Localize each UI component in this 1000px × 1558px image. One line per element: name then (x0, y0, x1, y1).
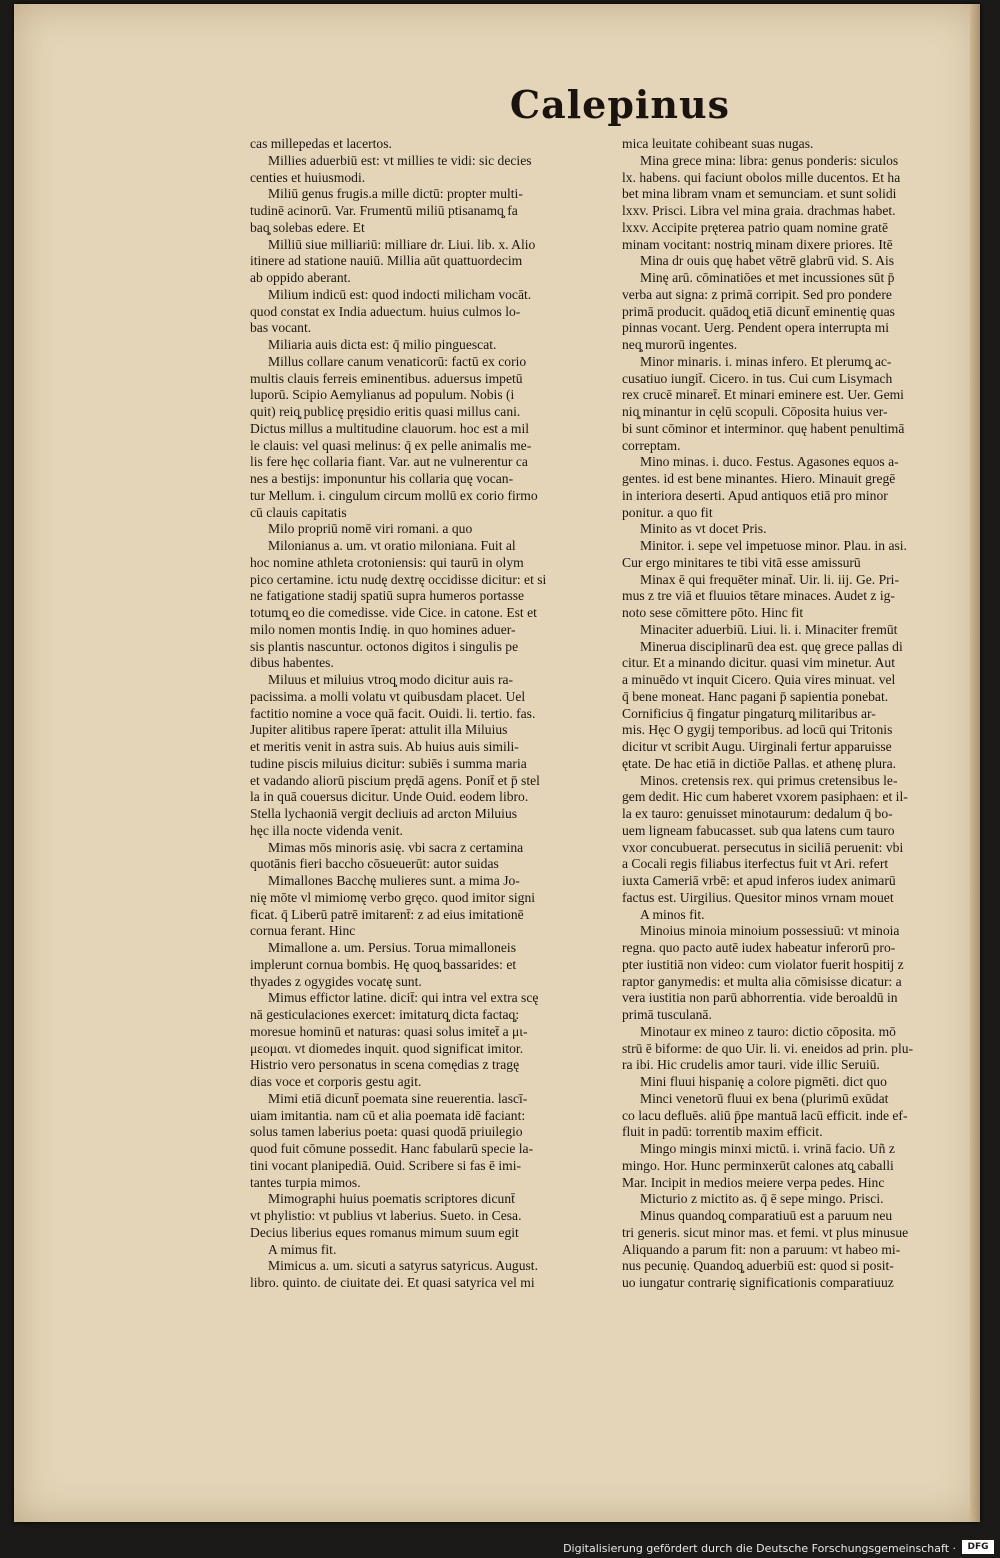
text-line: Minotaur ex mineo z tauro: dictio cōposita. mō (640, 1023, 896, 1039)
text-line: Mimallone a. um. Persius. Torua mimalloneis (268, 940, 516, 955)
text-line: Minito as vt docet Pris. (640, 521, 767, 537)
text-line: Mimas mōs minoris asię. vbi sacra z certamina (268, 839, 524, 855)
text-line: Cur ergo minitares te tibi vitā esse amissurū (622, 554, 861, 570)
running-title: Calepinus (509, 82, 730, 127)
text-line: Milo propriū nomē viri romani. a quo (268, 521, 473, 537)
text-line: sis plantis nascuntur. octonos digitos i singulis pe (250, 638, 519, 654)
text-line: nes a bestijs: imponuntur his collaria quę vocan- (250, 471, 514, 486)
text-line: Mina grece mina: libra: genus ponderis: siculos (640, 152, 899, 168)
text-line: centies et huiusmodi. (250, 169, 366, 185)
text-line: et meritis venit in astra suis. Ab huius auis simili- (250, 739, 519, 754)
text-line: itinere ad statione nauiū. Millia aūt quattuordecim (250, 253, 523, 269)
book-page (14, 4, 980, 1522)
text-line: nię mōte vl mimiomę verbo gręco. quod imitor signi (250, 889, 536, 905)
text-line: vera iustitia non parū abhorrentia. vide beroaldū in (622, 990, 898, 1006)
text-line: Millies aduerbiū est: vt millies te vidi: sic decies (268, 152, 532, 168)
text-line: Mini fluui hispanię a colore pigmēti. dict quo (640, 1074, 887, 1089)
text-line: a minuēdo vt inquit Cicero. Quia vires minuat. vel (622, 672, 896, 687)
text-line: lis fere hęc collaria fiant. Var. aut ne vulnerentur ca (250, 454, 528, 470)
text-line: Minitor. i. sepe vel impetuose minor. Plau. in asi. (640, 538, 907, 553)
text-line: Milliū siue milliariū: milliare dr. Liui. lib. x. Alio (268, 236, 536, 252)
text-line: minam vocitant: nostriq̧ minam dixere priores. Itē (622, 236, 893, 252)
text-line: Aliquando a parum fit: non a paruum: vt habeo mi- (622, 1241, 901, 1257)
text-line: pter iustitiā non video: cum violator fuerit hospitij z (622, 956, 904, 972)
dfg-logo: DFG (962, 1540, 994, 1554)
text-line: Minax ē qui frequēter minat̄. Uir. li. iij. Ge. Pri- (640, 571, 899, 587)
text-line: Mimographi huius poematis scriptores dicunt̄ (268, 1191, 515, 1207)
text-line: Cornificius q̄ fingatur pingaturq̧ militaribus ar- (622, 705, 876, 721)
text-line: strū ē biforme: de quo Uir. li. vi. eneidos ad prin. plu- (622, 1040, 914, 1056)
text-line: Stella lychaoniā vergit decliuis ad arcton Miluius (250, 806, 518, 821)
text-line: neq̧ murorū ingentes. (622, 337, 738, 352)
text-line: gentes. id est bene minantes. Hiero. Minauit gregē (622, 471, 896, 486)
left-column (250, 136, 612, 1292)
text-line: tudine piscis miluius dicitur: subiēs i summa maria (250, 755, 527, 771)
text-line: thyades z ogygides vocatę sunt. (250, 973, 422, 989)
text-line: co lacu defluēs. aliū p̄pe mantuā lacū efficit. inde ef- (622, 1107, 908, 1123)
text-line: cusatiuo iungit̄. Cicero. in tus. Cui cum Lisymach (622, 370, 893, 386)
text-line: vxor concubuerat. persecutus in siciliā peruenit: vbi (622, 839, 904, 855)
text-line: totumq̧ eo die comedisse. vide Cice. in catone. Est et (250, 605, 537, 620)
text-line: a Cocali regis filiabus iterfectus fuit vt Ari. refert (622, 856, 889, 872)
text-line: regna. quo pacto autē iudex habeatur inferorū pro- (622, 940, 896, 955)
text-line: multis clauis ferreis eminentibus. aduersus impetū (250, 370, 523, 386)
text-line: verba aut signa: z primā corripit. Sed pro pondere (622, 286, 892, 302)
text-line: citur. Et a minando dicitur. quasi vim minetur. Aut (622, 655, 895, 671)
text-line: Minę arū. cōminatiōes et met incussiones sūt p̄ (640, 270, 895, 285)
text-line: quod fuit cōmune possedit. Hanc fabularū specie la- (250, 1141, 534, 1156)
text-line: mingo. Hor. Hunc perminxerūt calones atq̧ caballi (622, 1157, 894, 1173)
text-line: primā tusculanā. (622, 1007, 712, 1022)
text-line: primā producit. quādoq̧ etiā dicunt̄ eminentię quas (622, 303, 895, 319)
text-line: lxxv. Prisci. Libra vel mina graia. drachmas habet. (622, 203, 896, 218)
text-line: lx. habens. qui faciunt obolos mille ducentos. Et ha (622, 169, 901, 185)
text-line: Mimallones Bacchę mulieres sunt. a mima Jo- (268, 873, 520, 888)
text-line: Minos. cretensis rex. qui primus cretensibus le- (640, 772, 898, 788)
text-line: Millus collare canum venaticorū: factū ex corio (268, 353, 527, 369)
text-line: la ex tauro: genuisset minotaurum: dedalum q̄ bo- (622, 806, 893, 821)
text-line: ponitur. a quo fit (622, 504, 713, 520)
text-line: μεομαι. vt diomedes inquit. quod significat imitor. (250, 1040, 524, 1056)
text-line: mis. Hęc O gygij temporibus. ad locū qui Tritonis (622, 722, 893, 738)
text-line: dias voce et corporis gestu agit. (250, 1074, 422, 1089)
text-line: quod constat ex India aduectum. huius culmos lo- (250, 303, 521, 319)
text-line: hęc illa nocte videnda venit. (250, 822, 403, 838)
text-line: libro. quinto. de ciuitate dei. Et quasi satyrica vel mi (250, 1275, 535, 1290)
text-line: Milonianus a. um. vt oratio miloniana. Fuit al (268, 538, 516, 553)
text-line: Minci venetorū fluui ex bena (plurimū exūdat (640, 1090, 889, 1106)
text-line: rex crucē minaret̄. Et minari eminere est. Uer. Gemi (622, 387, 904, 403)
text-line: Miluus et miluius vtroq̧ modo dicitur auis ra- (268, 672, 514, 687)
text-line: Minoius minoia minoium possessiuū: vt minoia (640, 923, 900, 939)
text-line: Mino minas. i. duco. Festus. Agasones equos a- (640, 454, 899, 470)
text-line: niq̧ minantur in cęlū scopuli. Cōposita huius ver- (622, 404, 888, 419)
text-line: noto sese cōmittere pōto. Hinc fit (622, 605, 804, 620)
text-line: mus z tre viā et fluuios tētare minaces. Audet z ig- (622, 588, 895, 604)
text-line: cū clauis capitatis (250, 504, 347, 520)
text-line: la in quā couersus dicitur. Unde Ouid. eodem libro. (250, 789, 529, 805)
text-line: Mingo mingis minxi mictū. i. vrinā facio. Uñ z (640, 1141, 895, 1156)
text-line: Mina dr ouis quę habet vētrē glabrū vid. S. Ais (640, 253, 895, 269)
text-line: quotānis fieri baccho cōsueuerūt: autor suidas (250, 856, 499, 872)
text-line: Mar. Incipit in medios meiere verpa pedes. Hinc (622, 1174, 885, 1190)
text-line: bet mina libram vnam et semunciam. et sunt solidi (622, 186, 897, 202)
text-line: milo nomen montis Indię. in quo homines aduer- (250, 621, 516, 637)
text-line: bas vocant. (250, 320, 312, 336)
text-line: ra ibi. Hic crudelis amor tauri. vide illic Seruiū. (622, 1057, 880, 1073)
text-line: factitio nomine a voce quā facit. Ouidi. li. tertio. fas. (250, 705, 536, 721)
text-line: pinnas vocant. Uerg. Pendent opera interrupta mi (622, 320, 890, 336)
text-line: Minerua disciplinarū dea est. quę grece pallas di (640, 638, 903, 654)
text-line: moresue hominū et naturas: quasi solus imitet̄ a μι- (250, 1023, 528, 1039)
text-line: ab oppido aberant. (250, 270, 351, 285)
text-line: Miliaria auis dicta est: q̄ milio pinguescat. (268, 337, 497, 352)
text-line: et vadando aliorū piscium prędā agens. Ponit̄ et p̄ stel (250, 772, 540, 788)
text-line: tri generis. sicut minor mas. et femi. vt plus minusue (622, 1224, 909, 1240)
text-line: Micturio z mictito as. q̄ ē sepe mingo. Prisci. (640, 1191, 884, 1207)
text-line: Mimi etiā dicunt̄ poemata sine reuerentia. lascī- (268, 1090, 528, 1106)
text-line: tur Mellum. i. cingulum circum mollū ex corio firmo (250, 487, 538, 503)
text-line: nus pecunię. Quandoq̧ aduerbiū est: quod si posit- (622, 1258, 894, 1274)
text-line: A minos fit. (640, 906, 705, 922)
text-line: ne fatigatione stadij spatiū supra humeros portasse (250, 588, 525, 604)
text-line: vt phylistio: vt publius vt laberius. Sueto. in Cesa. (250, 1208, 522, 1223)
text-line: tantes turpia mimos. (250, 1174, 361, 1190)
text-line: luporū. Scipio Aemylianus ad populum. Nobis (i (250, 387, 515, 403)
text-line: ętate. De hac etiā in dictiōe Pallas. et athenę plura. (622, 755, 897, 771)
text-line: hoc nomine athleta crotoniensis: qui taurū in olym (250, 554, 524, 570)
text-line: quit) reiq̧ publicę pręsidio eritis quasi millus cani. (250, 404, 521, 419)
text-line: tini vocant planipediā. Ouid. Scribere si fas ē imi- (250, 1157, 522, 1173)
text-line: gem dedit. Hic cum haberet vxorem pasiphaen: et il- (622, 789, 908, 805)
text-line: Mimus effictor latine. dicit̄: qui intra vel extra scę (268, 990, 539, 1006)
text-line: factus est. Uirgilius. Quesitor minos vrnam mouet (622, 889, 894, 905)
text-line: A mimus fit. (268, 1241, 337, 1257)
text-line: fluit in padū: torrentib maxim efficit. (622, 1124, 823, 1140)
text-line: dibus habentes. (250, 655, 334, 671)
text-line: nā gesticulaciones exercet: imitaturq̧ dicta factaq̧: (250, 1007, 520, 1022)
text-line: uem ligneam fabucasset. sub qua latens cum tauro (622, 822, 895, 838)
text-line: bi sunt cōminor et interminor. quę habent penultimā (622, 420, 905, 436)
text-line: Milium indicū est: quod indocti milicham vocāt. (268, 286, 532, 302)
text-line: raptor ganymedis: et multa alia cōmisisse dicatur: a (622, 973, 902, 989)
text-line: Decius liberius eques romanus mimum suum egit (250, 1224, 519, 1240)
text-line: in interiora deserti. Apud antiquos etiā pro minor (622, 487, 888, 503)
text-line: mica leuitate cohibeant suas nugas. (622, 136, 814, 151)
text-line: uo iungatur contrarię significationis comparatiuuz (622, 1275, 894, 1290)
right-column (622, 136, 980, 1292)
footer-credit: Digitalisierung gefördert durch die Deutsche Forschungsgemeinschaft · (563, 1542, 956, 1555)
text-line: iuxta Cameriā vrbē: et apud inferos iudex animarū (622, 873, 896, 888)
text-line: solus tamen laberius poeta: quasi quodā priuilegio (250, 1124, 523, 1140)
text-line: Dictus millus a multitudine clauorum. hoc est a mil (250, 420, 530, 436)
text-line: Minaciter aduerbiū. Liui. li. i. Minaciter fremūt (640, 621, 898, 637)
text-line: Mimicus a. um. sicuti a satyrus satyricus. August. (268, 1258, 538, 1274)
text-line: Minor minaris. i. minas infero. Et plerumq̧ ac- (640, 353, 892, 369)
text-line: pacissima. a molli volatu vt quibusdam placet. Uel (250, 688, 526, 704)
text-line: q̄ bene moneat. Hanc pagani p̄ sapientia ponebat. (622, 688, 889, 704)
text-line: ficat. q̄ Liberū patrē imitarent̄: z ad eius imitationē (250, 906, 524, 922)
text-line: lxxv. Accipite pręterea patrio quam nomine gratē (622, 219, 888, 235)
text-line: Histrio vero personatus in scena comędias z tragę (250, 1057, 520, 1073)
text-line: Jupiter alitibus rapere īperat: attulit illa Miluius (250, 722, 508, 738)
text-line: pico certamine. ictu nudę dextrę occidisse dicitur: et si (250, 571, 547, 587)
text-line: Miliū genus frugis.a mille dictū: propter multi- (268, 186, 523, 202)
text-line: dicitur vt scribit Augu. Uirginali fertur apparuisse (622, 739, 892, 754)
text-line: correptam. (622, 437, 681, 453)
text-line: cas millepedas et lacertos. (250, 136, 392, 151)
text-line: le clauis: vel quasi melinus: q̄ ex pelle animalis me- (250, 437, 532, 453)
text-line: tudinē acinorū. Var. Frumentū miliū ptisanamq̧ fa (250, 203, 518, 218)
text-line: Minus quandoq̧ comparatiuū est a paruum neu (640, 1208, 893, 1223)
text-line: uiam imitantia. nam cū et alia poemata idē faciant: (250, 1107, 526, 1123)
text-line: baq̧ solebas edere. Et (250, 219, 365, 235)
text-line: cornua ferant. Hinc (250, 923, 356, 939)
text-line: implerunt cornua bombis. Hę quoq̧ bassarides: et (250, 956, 517, 972)
